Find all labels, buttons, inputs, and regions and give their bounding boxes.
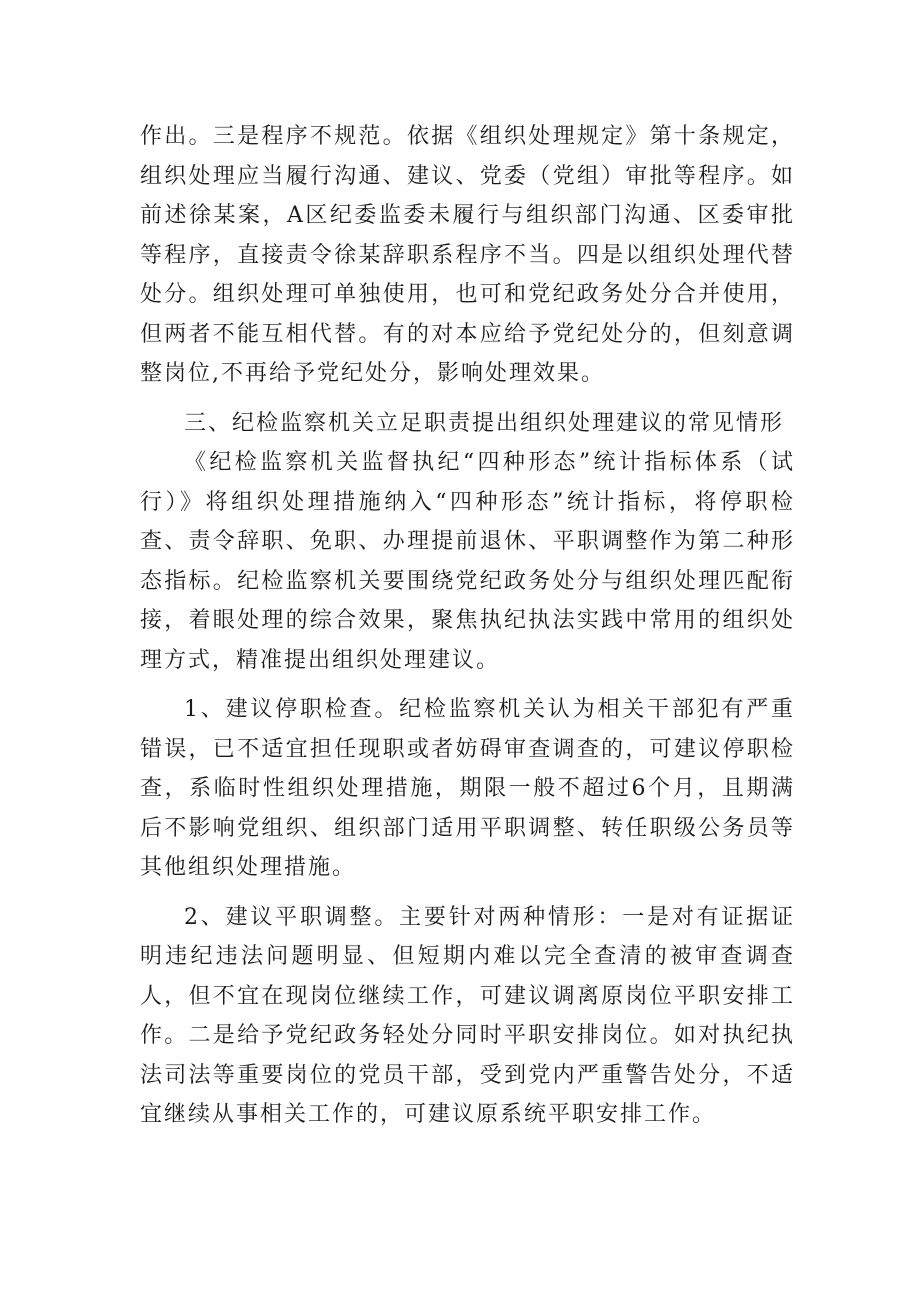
paragraph-program-issues: 作出。三是程序不规范。依据《组织处理规定》第十条规定，组织处理应当履行沟通、建议、党委（党组）审批等程序。如前述徐某案，A区纪委监委未履行与组织部门沟通、区委审批等程序，直接责令徐某辞职系程序不当。四是以组织处理代替处分。组织处理可单独使用，也可和党纪政务处分合并使用，但两者不能互相代替。有的对本应给予党纪处分的，但刻意调整岗位,不再给予党纪处分，影响处理效果。 [140,124,795,386]
paragraph-lateral-transfer-suggestion: 2、建议平职调整。主要针对两种情形：一是对有证据证明违纪违法问题明显、但短期内难以完全查清的被审查调查人，但不宜在现岗位继续工作，可建议调离原岗位平职安排工作。二是给予党纪政务轻处分同时平职安排岗位。如对执纪执法司法等重要岗位的党员干部，受到党内严重警告处分，不适宜继续从事相关工作的，可建议原系统平职安排工作。 [140,904,795,1127]
paragraph-four-forms-indicator: 《纪检监察机关监督执纪“四种形态”统计指标体系（试行）》将组织处理措施纳入“四种形态”统计指标，将停职检查、责令辞职、免职、办理提前退休、平职调整作为第二种形态指标。纪检监察机关要围绕党纪政务处分与组织处理匹配衔接，着眼处理的综合效果，聚焦执纪执法实践中常用的组织处理方式，精准提出组织处理建议。 [140,450,795,673]
section-heading-three: 三、纪检监察机关立足职责提出组织处理建议的常见情形 [184,410,785,436]
paragraph-suspension-suggestion: 1、建议停职检查。纪检监察机关认为相关干部犯有严重错误，已不适宜担任现职或者妨碍审查调查的，可建议停职检查，系临时性组织处理措施，期限一般不超过6个月，且期满后不影响党组织、组织部门适用平职调整、转任职级公务员等其他组织处理措施。 [140,697,795,880]
document-body [140,117,795,1135]
